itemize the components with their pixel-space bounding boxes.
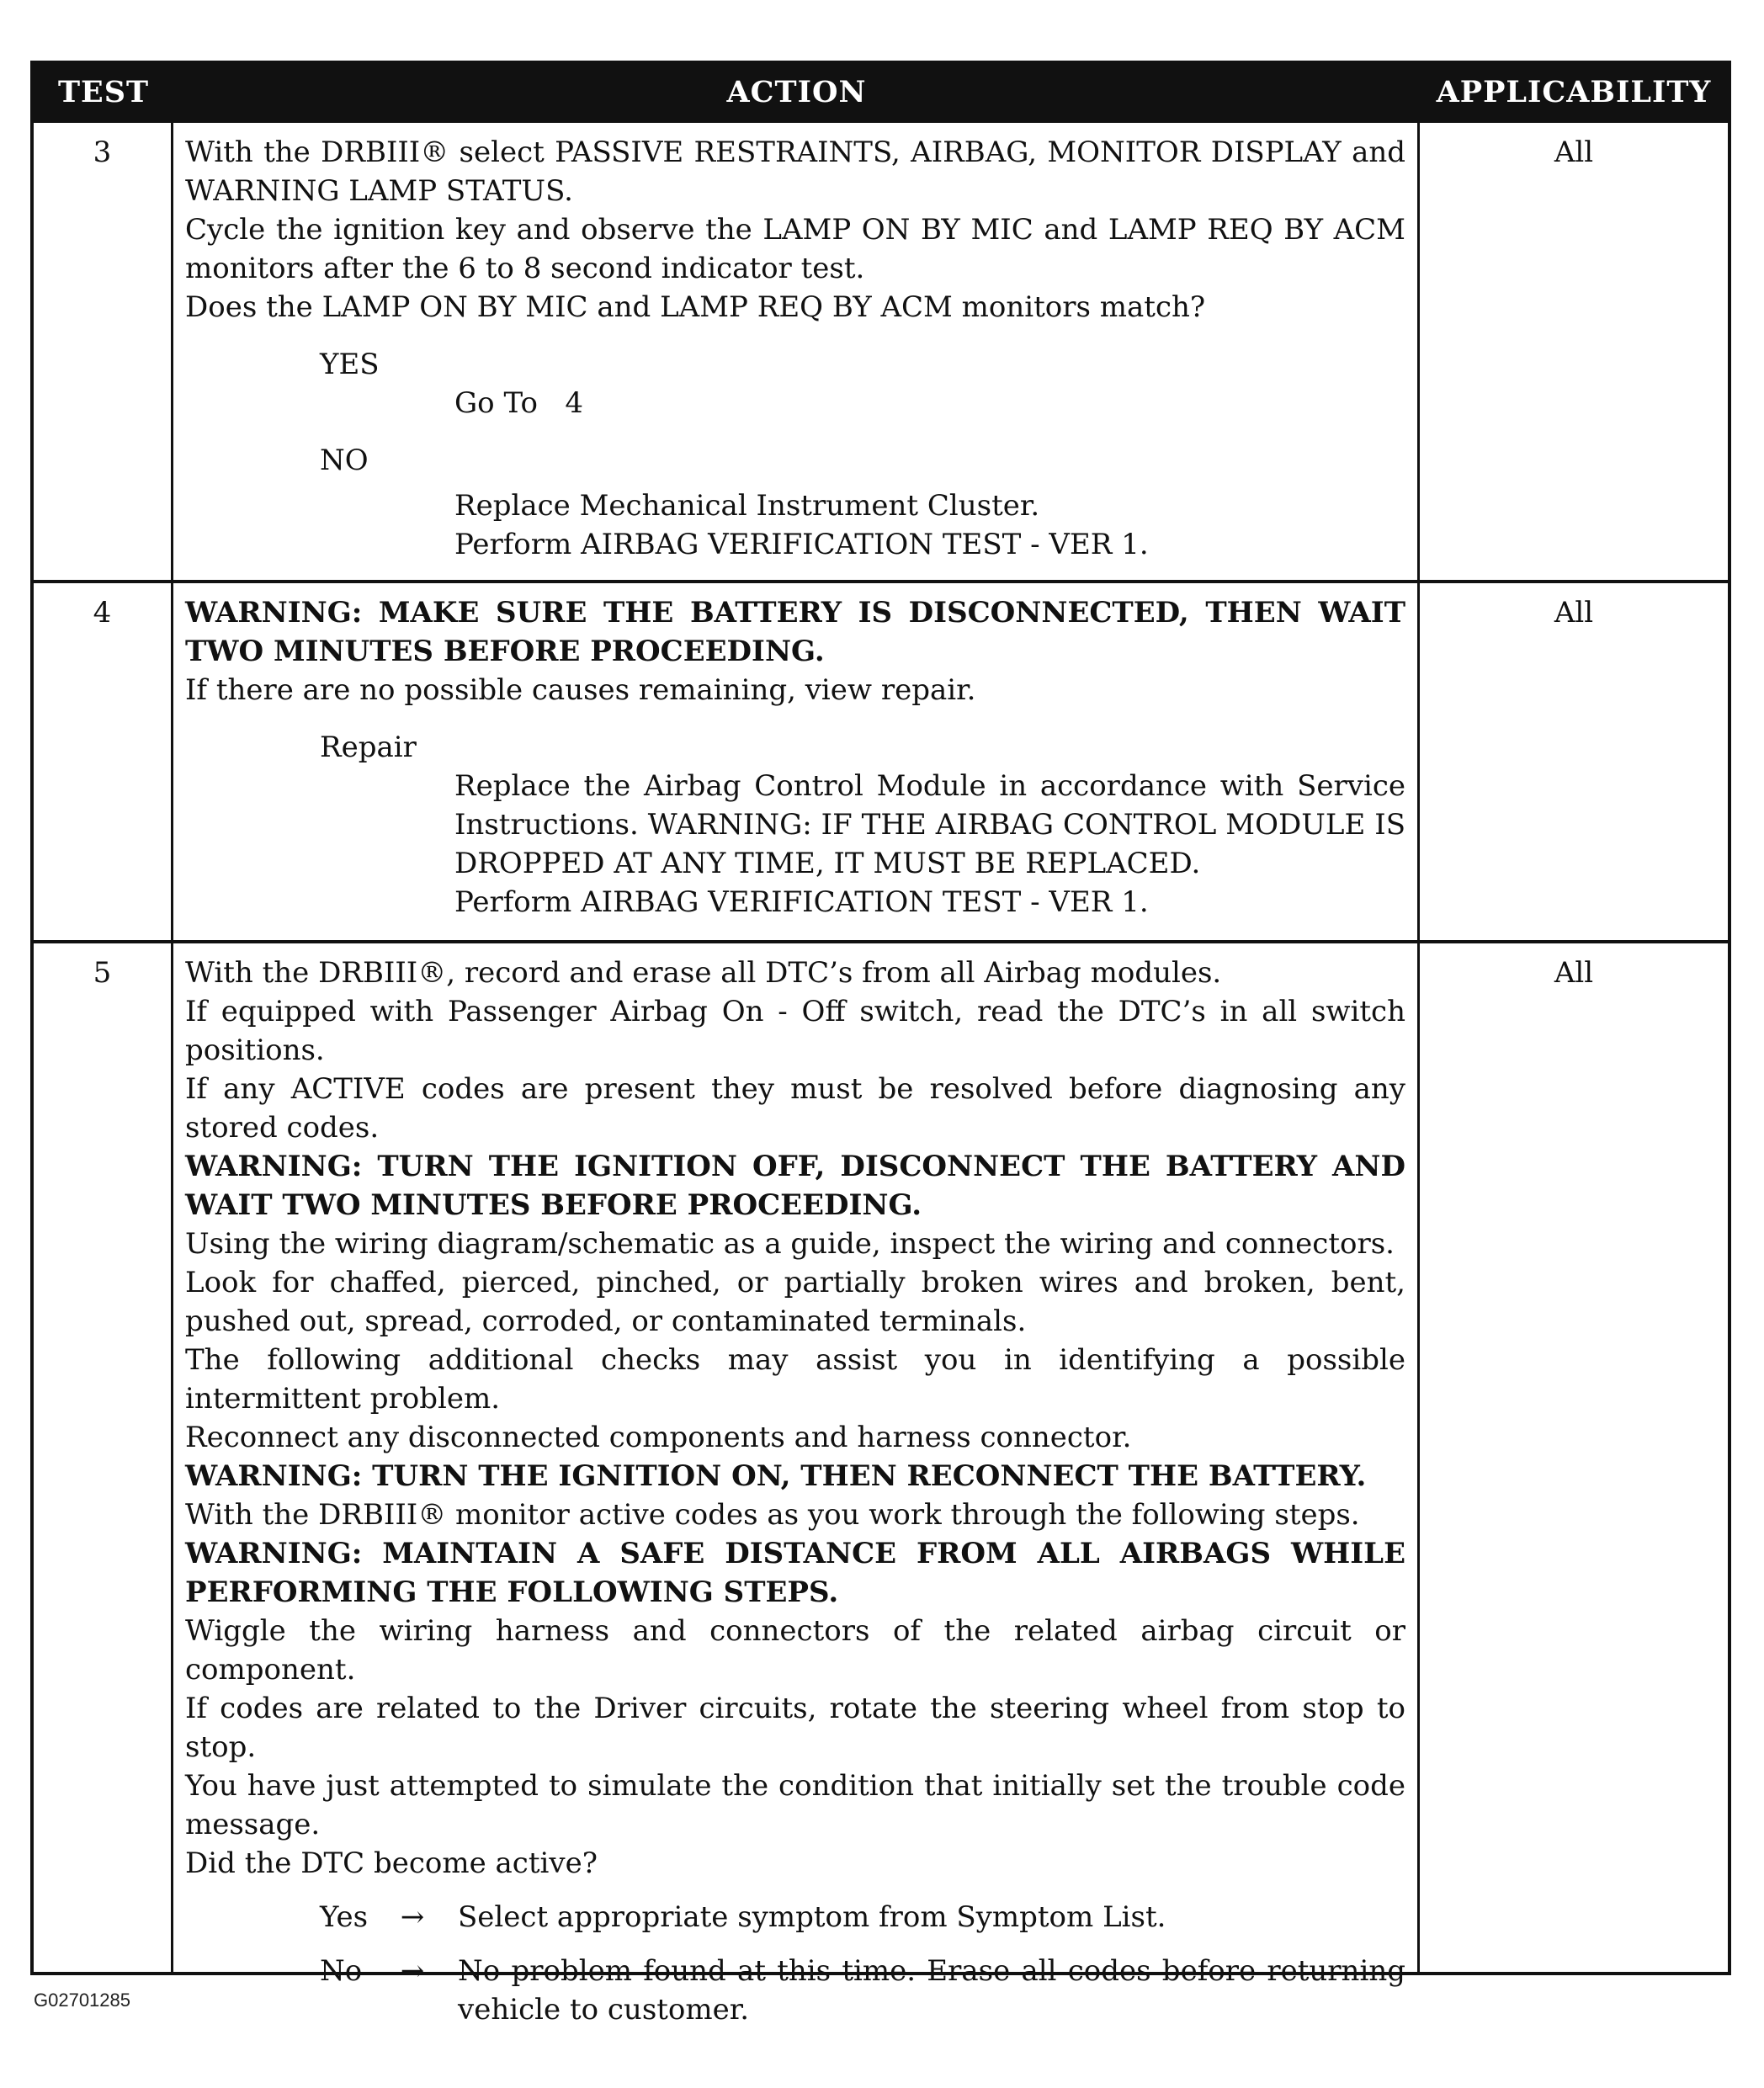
warning-text: WARNING: MAKE SURE THE BATTERY IS DISCONNECTED, THEN WAIT TWO MINUTES BEFORE PROCEEDING. xyxy=(185,596,1405,668)
action-line: If any ACTIVE codes are present they must be resolved before diagnosing any stored codes. xyxy=(185,1072,1405,1145)
warning-text: WARNING: MAINTAIN A SAFE DISTANCE FROM ALL AIRBAGS WHILE PERFORMING THE FOLLOWING STEPS. xyxy=(185,1537,1405,1609)
figure-id: G02701285 xyxy=(34,1990,130,2011)
no-label: NO xyxy=(320,444,369,477)
action-line: Did the DTC become active? xyxy=(185,1846,598,1880)
header-action: ACTION xyxy=(726,74,867,109)
action-line: If there are no possible causes remaining, view repair. xyxy=(185,673,976,707)
yes-result: Select appropriate symptom from Symptom List. xyxy=(458,1900,1166,1934)
applicability-cell: All xyxy=(1554,135,1594,169)
table-row-test-3 xyxy=(34,120,1728,580)
yes-label: YES xyxy=(320,348,380,381)
action-line: You have just attempted to simulate the condition that initially set the trouble code message. xyxy=(185,1769,1405,1841)
arrow-right-icon: → xyxy=(400,1954,425,1988)
action-cell xyxy=(173,943,1420,2027)
action-line: With the DRBIII®, record and erase all DTC’s from all Airbag modules. xyxy=(185,956,1222,990)
no-branch xyxy=(185,1952,1405,2029)
repair-text: Replace the Airbag Control Module in accordance with Service Instructions. WARNING: IF THE AIRBAG CONTROL MODULE IS DROPPED AT ANY TIME, IT MUST BE REPLACED. xyxy=(454,769,1405,880)
action-line: Look for chaffed, pierced, pinched, or partially broken wires and broken, bent, pushed out, spread, corroded, or contaminated terminals. xyxy=(185,1266,1405,1338)
repair-text: Perform AIRBAG VERIFICATION TEST - VER 1. xyxy=(454,885,1149,919)
yes-branch xyxy=(185,1898,1405,1937)
arrow-right-icon: → xyxy=(400,1900,425,1934)
test-number: 5 xyxy=(34,943,173,1972)
applicability-cell: All xyxy=(1554,956,1594,990)
table-row-test-4 xyxy=(34,580,1728,940)
action-line: If codes are related to the Driver circuits, rotate the steering wheel from stop to stop. xyxy=(185,1692,1405,1764)
applicability-cell: All xyxy=(1554,596,1594,630)
action-line: If equipped with Passenger Airbag On - Off switch, read the DTC’s in all switch positions. xyxy=(185,995,1405,1067)
action-line: Cycle the ignition key and observe the LAMP ON BY MIC and LAMP REQ BY ACM monitors after the 6 to 8 second indicator test. xyxy=(185,213,1405,285)
action-line: Using the wiring diagram/schematic as a guide, inspect the wiring and connectors. xyxy=(185,1227,1395,1261)
test-number: 3 xyxy=(34,123,173,580)
action-line: Does the LAMP ON BY MIC and LAMP REQ BY ACM monitors match? xyxy=(185,290,1206,324)
yes-result: Go To 4 xyxy=(454,386,583,420)
action-line: Reconnect any disconnected components and harness connector. xyxy=(185,1421,1132,1454)
header-applicability: APPLICABILITY xyxy=(1436,74,1712,109)
action-cell xyxy=(173,123,1420,580)
action-line: The following additional checks may assist you in identifying a possible intermittent problem. xyxy=(185,1343,1405,1416)
no-result: Perform AIRBAG VERIFICATION TEST - VER 1. xyxy=(454,528,1149,561)
no-result: No problem found at this time. Erase all codes before returning vehicle to customer. xyxy=(458,1954,1405,2027)
action-cell xyxy=(173,583,1420,940)
warning-text: WARNING: TURN THE IGNITION OFF, DISCONNECT THE BATTERY AND WAIT TWO MINUTES BEFORE PROCEEDING. xyxy=(185,1150,1405,1222)
action-line: With the DRBIII® monitor active codes as you work through the following steps. xyxy=(185,1498,1360,1532)
header-test: TEST xyxy=(57,74,150,109)
repair-label: Repair xyxy=(320,731,417,764)
action-line: With the DRBIII® select PASSIVE RESTRAINTS, AIRBAG, MONITOR DISPLAY and WARNING LAMP STATUS. xyxy=(185,135,1405,208)
test-number: 4 xyxy=(34,583,173,940)
table-header xyxy=(34,64,1728,120)
warning-text: WARNING: TURN THE IGNITION ON, THEN RECONNECT THE BATTERY. xyxy=(185,1459,1367,1493)
yes-label: Yes xyxy=(320,1900,369,1934)
action-line: Wiggle the wiring harness and connectors of the related airbag circuit or component. xyxy=(185,1614,1405,1687)
no-label: No xyxy=(320,1954,363,1988)
no-result: Replace Mechanical Instrument Cluster. xyxy=(454,489,1040,523)
